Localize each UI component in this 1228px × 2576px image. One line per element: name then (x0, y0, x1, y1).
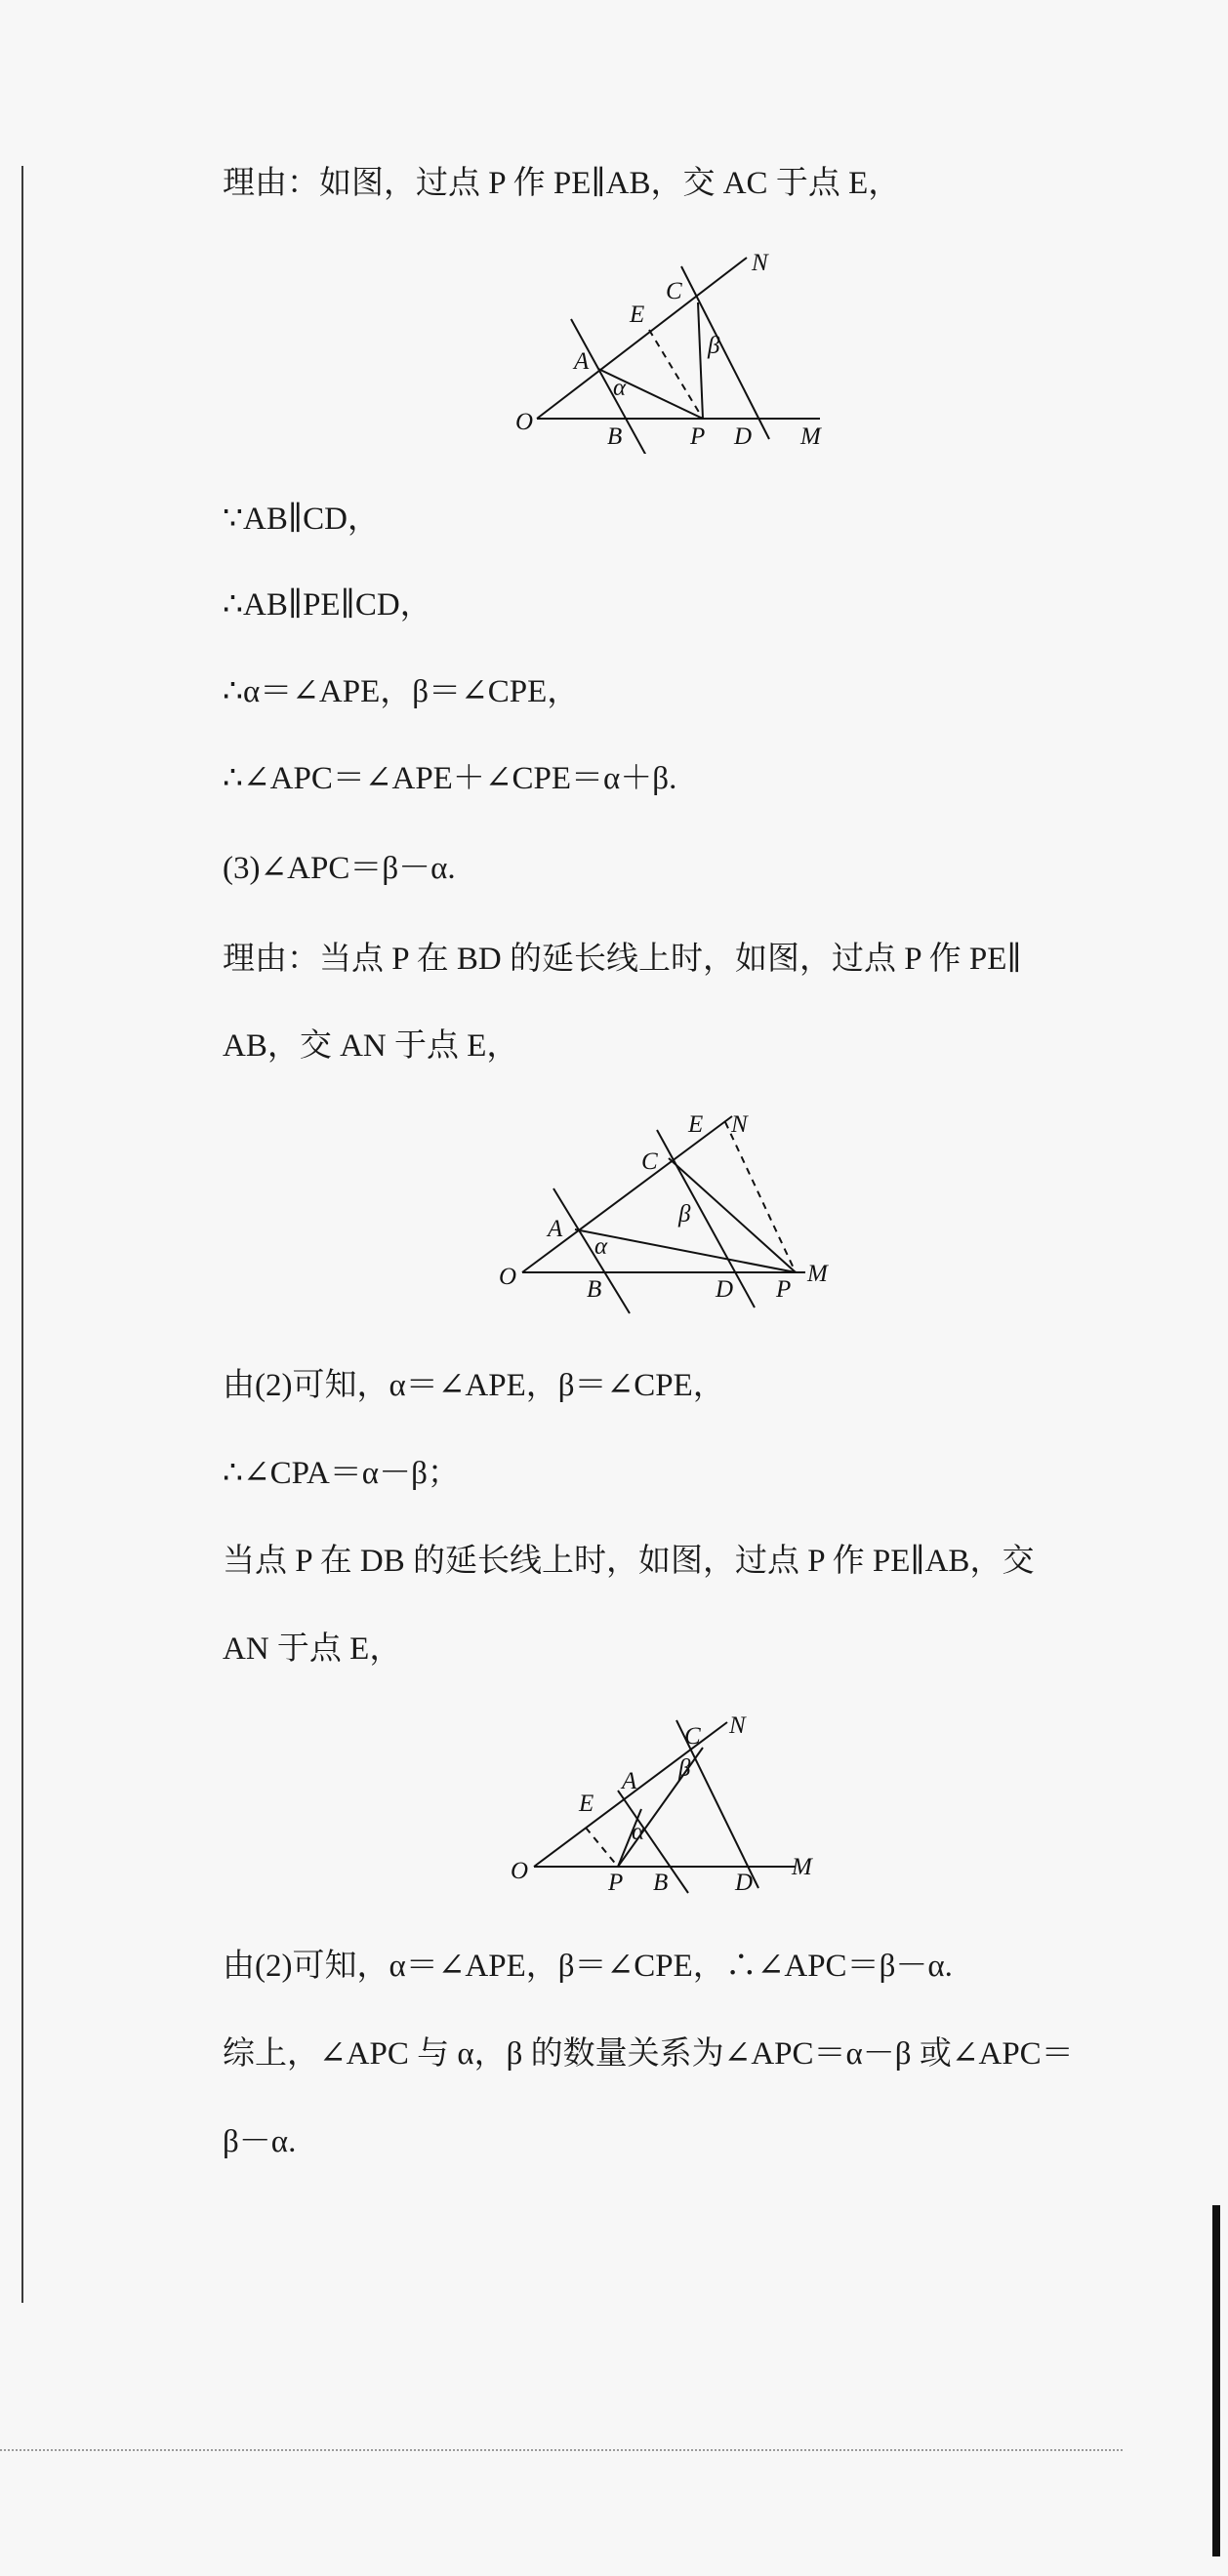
segment-pe (725, 1122, 796, 1272)
label-n: N (731, 1111, 748, 1138)
text-line-2: ∵AB∥CD， (223, 502, 380, 537)
text-line-13: 由(2)可知，α＝∠APE，β＝∠CPE，∴∠APC＝β－α. (223, 1949, 953, 1984)
geometry-figure-1 (508, 244, 839, 454)
text-line-5: ∴∠APC＝∠APE＋∠CPE＝α＋β. (223, 761, 677, 796)
label-alpha: α (594, 1233, 608, 1260)
segment-pc (698, 302, 703, 419)
text-line-6: (3)∠APC＝β－α. (223, 851, 456, 886)
segment-pa (575, 1229, 796, 1272)
ray-on (522, 1116, 732, 1272)
geometry-figure-3 (503, 1703, 835, 1908)
text-line-8: AB，交 AN 于点 E， (223, 1028, 519, 1064)
label-o: O (511, 1858, 529, 1884)
text-line-10: ∴∠CPA＝α－β； (223, 1456, 460, 1491)
label-p: P (776, 1276, 792, 1303)
label-e: E (579, 1791, 594, 1817)
label-a: A (548, 1216, 563, 1242)
text-line-11: 当点 P 在 DB 的延长线上时，如图，过点 P 作 PE∥AB，交 (223, 1544, 1035, 1579)
label-o: O (499, 1264, 517, 1290)
line-cd (681, 266, 769, 439)
label-e: E (688, 1111, 704, 1138)
label-alpha: α (613, 375, 627, 401)
label-a: A (574, 348, 590, 375)
label-c: C (666, 278, 682, 304)
label-o: O (515, 409, 534, 435)
label-c: C (641, 1148, 658, 1175)
label-n: N (752, 250, 768, 276)
label-alpha: α (632, 1819, 645, 1845)
label-m: M (807, 1261, 828, 1287)
label-b: B (607, 423, 623, 450)
label-e: E (630, 302, 645, 328)
label-a: A (622, 1768, 637, 1794)
label-p: P (608, 1870, 624, 1896)
footer-dotted-rule (0, 2449, 1123, 2451)
label-d: D (735, 1870, 754, 1896)
label-p: P (690, 423, 706, 450)
label-c: C (684, 1723, 701, 1750)
label-n: N (729, 1712, 746, 1739)
label-m: M (792, 1854, 812, 1880)
geometry-figure-2 (493, 1103, 844, 1317)
page-edge-mark (1212, 2205, 1220, 2556)
label-d: D (734, 423, 753, 450)
label-beta: β (708, 333, 720, 359)
text-line-12: AN 于点 E， (223, 1631, 402, 1667)
label-beta: β (678, 1755, 691, 1782)
segment-pe (586, 1828, 618, 1867)
text-line-15: β－α. (223, 2124, 297, 2159)
text-line-1: 理由：如图，过点 P 作 PE∥AB，交 AC 于点 E， (223, 166, 901, 201)
margin-line (21, 166, 23, 2303)
text-line-14: 综上，∠APC 与 α，β 的数量关系为∠APC＝α－β 或∠APC＝ (223, 2036, 1074, 2072)
label-b: B (587, 1276, 602, 1303)
text-line-3: ∴AB∥PE∥CD， (223, 587, 432, 623)
label-beta: β (678, 1201, 691, 1228)
text-line-9: 由(2)可知，α＝∠APE，β＝∠CPE， (223, 1368, 725, 1403)
text-line-7: 理由：当点 P 在 BD 的延长线上时，如图，过点 P 作 PE∥ (223, 942, 1022, 977)
label-m: M (800, 423, 821, 450)
line-cd (657, 1130, 755, 1308)
text-line-4: ∴α＝∠APE，β＝∠CPE， (223, 674, 580, 709)
label-b: B (653, 1870, 669, 1896)
label-d: D (716, 1276, 734, 1303)
